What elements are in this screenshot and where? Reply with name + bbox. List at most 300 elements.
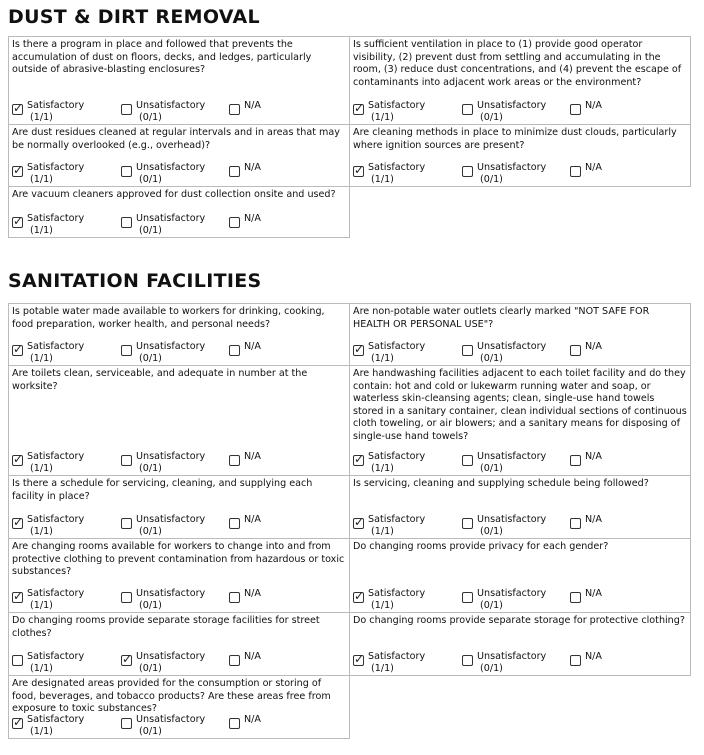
satisfactory-score: (1/1) (371, 662, 394, 674)
satisfactory-score: (1/1) (30, 725, 53, 737)
checkbox-na[interactable] (570, 166, 581, 177)
unsatisfactory-option[interactable] (121, 588, 229, 611)
na-label: N/A (585, 100, 602, 111)
checkbox-unsatisfactory[interactable] (462, 655, 473, 666)
na-label: N/A (244, 162, 261, 173)
unsatisfactory-score: (0/1) (480, 352, 503, 364)
unsatisfactory-label: Unsatisfactory (477, 651, 547, 662)
satisfactory-option[interactable] (353, 341, 462, 364)
satisfactory-label-group (27, 100, 84, 123)
checklist-item (349, 475, 691, 539)
na-label-group (585, 100, 602, 112)
checkbox-satisfactory[interactable] (353, 652, 365, 666)
satisfactory-label: Satisfactory (368, 588, 426, 599)
check-mark-icon: ✓ (354, 342, 365, 356)
checkbox-unsatisfactory[interactable] (121, 217, 132, 228)
satisfactory-score: (1/1) (30, 352, 53, 364)
checkbox-na[interactable] (570, 518, 581, 529)
answer-options (353, 162, 650, 185)
na-label: N/A (244, 341, 261, 352)
na-label-group (585, 341, 602, 353)
checkbox-na[interactable] (229, 655, 240, 666)
answer-options (353, 514, 650, 537)
checklist-row (8, 476, 692, 539)
check-mark-icon: ✓ (354, 163, 365, 177)
checkbox-satisfactory[interactable] (353, 342, 365, 356)
check-mark-icon: ✓ (13, 715, 24, 729)
answer-options (12, 651, 309, 674)
question-text: Are toilets clean, serviceable, and adequate in number at the worksite? (12, 368, 308, 392)
check-mark-icon: ✓ (354, 652, 365, 666)
unsatisfactory-label: Unsatisfactory (136, 514, 206, 525)
checklist-item (8, 475, 350, 539)
satisfactory-score: (1/1) (30, 662, 53, 674)
answer-options (12, 514, 309, 537)
unsatisfactory-label-group (136, 100, 205, 123)
na-option[interactable] (229, 213, 309, 236)
unsatisfactory-option[interactable] (121, 213, 229, 236)
na-label: N/A (585, 162, 602, 173)
checklist-row (8, 539, 692, 613)
na-option[interactable] (570, 588, 650, 611)
satisfactory-label: Satisfactory (27, 162, 85, 173)
checklist-item (349, 36, 691, 125)
answer-options (353, 451, 650, 474)
unsatisfactory-score: (0/1) (139, 224, 162, 236)
checkbox-satisfactory[interactable] (12, 452, 24, 466)
satisfactory-label: Satisfactory (27, 588, 85, 599)
unsatisfactory-label: Unsatisfactory (136, 162, 206, 173)
checkbox-unsatisfactory[interactable] (121, 455, 132, 466)
unsatisfactory-label-group (136, 588, 205, 611)
satisfactory-score: (1/1) (371, 525, 394, 537)
empty-cell (349, 186, 691, 238)
checkbox-satisfactory[interactable] (12, 342, 24, 356)
question-text: Are dust residues cleaned at regular intervals and in areas that may be normally overlooked (e.g., overhead)? (12, 127, 340, 151)
checklist-item (8, 186, 350, 238)
na-label: N/A (585, 451, 602, 462)
na-option[interactable] (570, 100, 650, 123)
answer-options (12, 162, 309, 185)
question-text: Is servicing, cleaning and supplying schedule being followed? (353, 478, 649, 489)
na-label-group (585, 588, 602, 600)
unsatisfactory-option[interactable] (121, 451, 229, 474)
checkbox-satisfactory[interactable] (12, 655, 23, 666)
unsatisfactory-label: Unsatisfactory (477, 162, 547, 173)
na-option[interactable] (570, 162, 650, 185)
unsatisfactory-label-group (136, 341, 205, 364)
check-mark-icon: ✓ (354, 589, 365, 603)
na-label-group (244, 451, 261, 463)
checkbox-unsatisfactory[interactable] (462, 518, 473, 529)
unsatisfactory-label: Unsatisfactory (136, 100, 206, 111)
checkbox-na[interactable] (570, 345, 581, 356)
satisfactory-option[interactable] (353, 100, 462, 123)
na-option[interactable] (570, 514, 650, 537)
check-mark-icon: ✓ (122, 652, 133, 666)
satisfactory-label-group (27, 651, 84, 674)
unsatisfactory-score: (0/1) (480, 462, 503, 474)
na-label: N/A (244, 588, 261, 599)
unsatisfactory-label-group (477, 341, 546, 364)
satisfactory-label: Satisfactory (27, 514, 85, 525)
unsatisfactory-label: Unsatisfactory (136, 651, 206, 662)
checklist-row (8, 36, 692, 125)
check-mark-icon: ✓ (13, 214, 24, 228)
unsatisfactory-score: (0/1) (480, 662, 503, 674)
unsatisfactory-score: (0/1) (139, 725, 162, 737)
question-text: Is potable water made available to workers for drinking, cooking, food preparation, worker health, and personal needs? (12, 306, 325, 330)
checkbox-na[interactable] (229, 518, 240, 529)
checkbox-na[interactable] (229, 166, 240, 177)
satisfactory-label: Satisfactory (368, 162, 426, 173)
checklist-row (8, 303, 692, 366)
satisfactory-score: (1/1) (371, 111, 394, 123)
satisfactory-option[interactable] (12, 514, 121, 537)
unsatisfactory-score: (0/1) (480, 111, 503, 123)
checkbox-na[interactable] (229, 455, 240, 466)
empty-cell (349, 675, 691, 739)
checkbox-na[interactable] (229, 104, 240, 115)
unsatisfactory-label-group (136, 213, 205, 236)
satisfactory-label: Satisfactory (27, 451, 85, 462)
question-text: Are designated areas provided for the consumption or storing of food, beverages, and tobacco products? Are these areas free from exposure to toxic substances? (12, 678, 331, 714)
checklist-item (8, 675, 350, 739)
na-label-group (244, 341, 261, 353)
answer-options (12, 588, 309, 611)
satisfactory-option[interactable] (12, 341, 121, 364)
satisfactory-label: Satisfactory (27, 100, 85, 111)
unsatisfactory-score: (0/1) (139, 173, 162, 185)
satisfactory-label-group (368, 588, 425, 611)
checkbox-na[interactable] (229, 592, 240, 603)
satisfactory-label: Satisfactory (368, 651, 426, 662)
checklist-row (8, 187, 692, 238)
na-label-group (585, 162, 602, 174)
unsatisfactory-label-group (136, 714, 205, 737)
question-text: Are cleaning methods in place to minimize dust clouds, particularly where ignition sources are present? (353, 127, 677, 151)
checkbox-unsatisfactory[interactable] (121, 166, 132, 177)
checkbox-unsatisfactory[interactable] (462, 104, 473, 115)
na-option[interactable] (229, 514, 309, 537)
satisfactory-label-group (368, 451, 425, 474)
unsatisfactory-label-group (136, 651, 205, 674)
satisfactory-score: (1/1) (30, 173, 53, 185)
na-label: N/A (585, 341, 602, 352)
checkbox-na[interactable] (570, 592, 581, 603)
unsatisfactory-label: Unsatisfactory (136, 451, 206, 462)
satisfactory-label: Satisfactory (368, 100, 426, 111)
checklist-row (8, 125, 692, 187)
checkbox-satisfactory[interactable] (12, 515, 24, 529)
dust-removal-grid (8, 36, 692, 238)
na-label-group (585, 651, 602, 663)
satisfactory-score: (1/1) (371, 173, 394, 185)
na-label-group (244, 714, 261, 726)
checklist-item (349, 303, 691, 366)
unsatisfactory-label: Unsatisfactory (477, 341, 547, 352)
unsatisfactory-option[interactable] (121, 341, 229, 364)
unsatisfactory-option[interactable] (462, 341, 570, 364)
checklist-item (8, 303, 350, 366)
unsatisfactory-label-group (136, 514, 205, 537)
answer-options (12, 451, 309, 474)
checkbox-satisfactory[interactable] (353, 101, 365, 115)
satisfactory-label: Satisfactory (368, 514, 426, 525)
na-option[interactable] (229, 651, 309, 674)
unsatisfactory-label: Unsatisfactory (136, 213, 206, 224)
satisfactory-label-group (368, 514, 425, 537)
satisfactory-score: (1/1) (371, 599, 394, 611)
checkbox-unsatisfactory[interactable] (462, 455, 473, 466)
unsatisfactory-label: Unsatisfactory (477, 514, 547, 525)
checkbox-na[interactable] (570, 455, 581, 466)
checkbox-satisfactory[interactable] (353, 163, 365, 177)
unsatisfactory-score: (0/1) (480, 599, 503, 611)
checkbox-satisfactory[interactable] (12, 214, 24, 228)
checklist-item (349, 365, 691, 476)
na-option[interactable] (229, 588, 309, 611)
check-mark-icon: ✓ (13, 589, 24, 603)
unsatisfactory-score: (0/1) (139, 352, 162, 364)
na-label-group (244, 213, 261, 225)
unsatisfactory-label: Unsatisfactory (136, 588, 206, 599)
satisfactory-option[interactable] (353, 588, 462, 611)
checkbox-unsatisfactory[interactable] (462, 592, 473, 603)
na-label-group (244, 588, 261, 600)
satisfactory-score: (1/1) (371, 352, 394, 364)
satisfactory-option[interactable] (12, 213, 121, 236)
na-option[interactable] (570, 451, 650, 474)
checklist-row (8, 613, 692, 676)
answer-options (353, 588, 650, 611)
unsatisfactory-label: Unsatisfactory (477, 588, 547, 599)
satisfactory-option[interactable] (12, 451, 121, 474)
unsatisfactory-score: (0/1) (139, 111, 162, 123)
section-title-dust: DUST & DIRT REMOVAL (8, 6, 260, 28)
question-text: Are handwashing facilities adjacent to each toilet facility and do they contain: hot and cold or lukewarm running water and soap, or waterless skin-cleansing agents; clean, single-use hand towels stored in a sanitary container, clean individual sections of continuous cloth toweling, or air blowers; and a sanitary means for disposing of single-use hand towels? (353, 368, 687, 442)
checkbox-satisfactory[interactable] (12, 163, 24, 177)
na-option[interactable] (229, 100, 309, 123)
question-text: Is sufficient ventilation in place to (1) provide good operator visibility, (2) prevent dust from settling and accumulating in the room, (3) reduce dust concentrations, and (4) prevent the escape of contaminants into adjacent work areas or the environment? (353, 39, 682, 88)
check-mark-icon: ✓ (13, 515, 24, 529)
checkbox-satisfactory[interactable] (353, 589, 365, 603)
checkbox-unsatisfactory[interactable] (462, 166, 473, 177)
checklist-item (349, 538, 691, 613)
unsatisfactory-option[interactable] (121, 514, 229, 537)
na-option[interactable] (570, 651, 650, 674)
question-text: Are vacuum cleaners approved for dust collection onsite and used? (12, 189, 336, 200)
checkbox-unsatisfactory[interactable] (121, 652, 133, 666)
na-option[interactable] (570, 341, 650, 364)
unsatisfactory-score: (0/1) (480, 173, 503, 185)
unsatisfactory-option[interactable] (462, 100, 570, 123)
question-text: Do changing rooms provide separate storage facilities for street clothes? (12, 615, 320, 639)
unsatisfactory-label-group (477, 100, 546, 123)
unsatisfactory-label: Unsatisfactory (136, 714, 206, 725)
satisfactory-option[interactable] (12, 714, 121, 737)
satisfactory-label-group (368, 100, 425, 123)
satisfactory-option[interactable] (353, 651, 462, 674)
satisfactory-label: Satisfactory (27, 213, 85, 224)
unsatisfactory-option[interactable] (462, 162, 570, 185)
checkbox-unsatisfactory[interactable] (121, 345, 132, 356)
check-mark-icon: ✓ (354, 515, 365, 529)
checkbox-na[interactable] (229, 718, 240, 729)
satisfactory-label-group (27, 213, 84, 236)
unsatisfactory-label: Unsatisfactory (477, 451, 547, 462)
unsatisfactory-label-group (477, 588, 546, 611)
unsatisfactory-option[interactable] (121, 162, 229, 185)
unsatisfactory-label-group (136, 162, 205, 185)
checklist-row (8, 366, 692, 476)
na-label: N/A (244, 100, 261, 111)
question-text: Are non-potable water outlets clearly marked "NOT SAFE FOR HEALTH OR PERSONAL USE"? (353, 306, 650, 330)
na-label: N/A (585, 588, 602, 599)
na-option[interactable] (229, 341, 309, 364)
satisfactory-score: (1/1) (30, 462, 53, 474)
na-label-group (244, 514, 261, 526)
na-label: N/A (585, 514, 602, 525)
check-mark-icon: ✓ (13, 101, 24, 115)
checkbox-unsatisfactory[interactable] (121, 518, 132, 529)
satisfactory-label-group (27, 514, 84, 537)
question-text: Are changing rooms available for workers to change into and from protective clothing to prevent contamination from hazardous or toxic substances? (12, 541, 345, 577)
satisfactory-label-group (368, 341, 425, 364)
unsatisfactory-score: (0/1) (139, 662, 162, 674)
na-label-group (244, 651, 261, 663)
satisfactory-option[interactable] (353, 451, 462, 474)
checkbox-na[interactable] (570, 655, 581, 666)
unsatisfactory-option[interactable] (121, 651, 229, 674)
unsatisfactory-option[interactable] (462, 514, 570, 537)
checklist-row (8, 676, 692, 739)
checkbox-satisfactory[interactable] (12, 715, 24, 729)
unsatisfactory-label-group (136, 451, 205, 474)
unsatisfactory-score: (0/1) (480, 525, 503, 537)
satisfactory-label-group (27, 451, 84, 474)
unsatisfactory-label-group (477, 451, 546, 474)
check-mark-icon: ✓ (13, 163, 24, 177)
question-text: Do changing rooms provide privacy for each gender? (353, 541, 609, 552)
answer-options (12, 714, 309, 737)
satisfactory-label: Satisfactory (368, 451, 426, 462)
unsatisfactory-option[interactable] (462, 651, 570, 674)
checkbox-na[interactable] (570, 104, 581, 115)
unsatisfactory-score: (0/1) (139, 525, 162, 537)
satisfactory-option[interactable] (12, 162, 121, 185)
satisfactory-label: Satisfactory (368, 341, 426, 352)
na-label-group (244, 162, 261, 174)
satisfactory-label-group (27, 341, 84, 364)
na-option[interactable] (229, 162, 309, 185)
unsatisfactory-label-group (477, 651, 546, 674)
question-text: Do changing rooms provide separate storage for protective clothing? (353, 615, 685, 626)
checkbox-satisfactory[interactable] (12, 589, 24, 603)
na-label: N/A (585, 651, 602, 662)
unsatisfactory-option[interactable] (462, 451, 570, 474)
na-label-group (585, 451, 602, 463)
checklist-item (8, 124, 350, 187)
na-label: N/A (244, 651, 261, 662)
checkbox-na[interactable] (229, 345, 240, 356)
checkbox-satisfactory[interactable] (353, 452, 365, 466)
unsatisfactory-score: (0/1) (139, 599, 162, 611)
na-label-group (244, 100, 261, 112)
satisfactory-score: (1/1) (30, 224, 53, 236)
satisfactory-option[interactable] (353, 514, 462, 537)
unsatisfactory-option[interactable] (462, 588, 570, 611)
unsatisfactory-label: Unsatisfactory (136, 341, 206, 352)
unsatisfactory-option[interactable] (121, 714, 229, 737)
unsatisfactory-score: (0/1) (139, 462, 162, 474)
answer-options (12, 341, 309, 364)
checkbox-na[interactable] (229, 217, 240, 228)
checkbox-unsatisfactory[interactable] (121, 104, 132, 115)
satisfactory-label-group (368, 162, 425, 185)
satisfactory-label-group (27, 714, 84, 737)
unsatisfactory-label: Unsatisfactory (477, 100, 547, 111)
satisfactory-score: (1/1) (371, 462, 394, 474)
na-label: N/A (244, 514, 261, 525)
checklist-item (8, 612, 350, 676)
checkbox-unsatisfactory[interactable] (121, 718, 132, 729)
satisfactory-label: Satisfactory (27, 651, 85, 662)
satisfactory-label: Satisfactory (27, 714, 85, 725)
unsatisfactory-label-group (477, 162, 546, 185)
satisfactory-score: (1/1) (30, 599, 53, 611)
satisfactory-label-group (27, 588, 84, 611)
unsatisfactory-option[interactable] (121, 100, 229, 123)
checklist-item (8, 538, 350, 613)
answer-options (353, 651, 650, 674)
satisfactory-label-group (368, 651, 425, 674)
checkbox-unsatisfactory[interactable] (462, 345, 473, 356)
na-label: N/A (244, 451, 261, 462)
answer-options (353, 341, 650, 364)
satisfactory-score: (1/1) (30, 111, 53, 123)
satisfactory-label-group (27, 162, 84, 185)
checkbox-unsatisfactory[interactable] (121, 592, 132, 603)
check-mark-icon: ✓ (354, 101, 365, 115)
answer-options (12, 100, 309, 123)
checkbox-satisfactory[interactable] (12, 101, 24, 115)
satisfactory-option[interactable] (12, 100, 121, 123)
na-label: N/A (244, 213, 261, 224)
satisfactory-option[interactable] (12, 651, 121, 674)
checkbox-satisfactory[interactable] (353, 515, 365, 529)
satisfactory-score: (1/1) (30, 525, 53, 537)
check-mark-icon: ✓ (13, 452, 24, 466)
checklist-item (8, 36, 350, 125)
na-option[interactable] (229, 451, 309, 474)
unsatisfactory-label-group (477, 514, 546, 537)
answer-options (12, 213, 309, 236)
check-mark-icon: ✓ (13, 342, 24, 356)
question-text: Is there a program in place and followed that prevents the accumulation of dust on floors, decks, and ledges, particularly outside of abrasive-blasting enclosures? (12, 39, 312, 75)
checklist-item (349, 612, 691, 676)
question-text: Is there a schedule for servicing, cleaning, and supplying each facility in place? (12, 478, 313, 502)
checklist-item (8, 365, 350, 476)
answer-options (353, 100, 650, 123)
na-label-group (585, 514, 602, 526)
na-label: N/A (244, 714, 261, 725)
na-option[interactable] (229, 714, 309, 737)
sanitation-grid (8, 303, 692, 739)
satisfactory-option[interactable] (12, 588, 121, 611)
satisfactory-option[interactable] (353, 162, 462, 185)
checklist-item (349, 124, 691, 187)
